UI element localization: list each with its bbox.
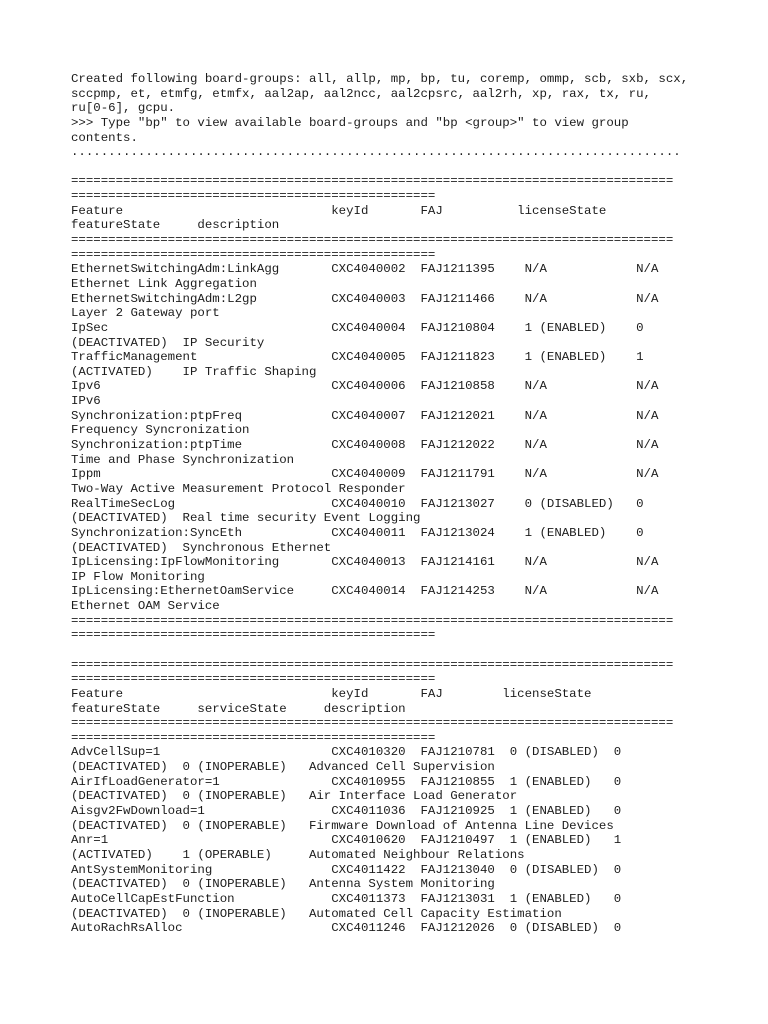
terminal-line: IpSec CXC4040004 FAJ1210804 1 (ENABLED) 0 [71,320,644,335]
terminal-line: Feature keyId FAJ licenseState [71,203,607,218]
terminal-line: ================================================= [71,628,436,643]
terminal-line: ================================================================================= [71,716,674,731]
terminal-line: (DEACTIVATED) Real time security Event Logging [71,511,421,526]
terminal-line: EthernetSwitchingAdm:LinkAgg CXC4040002 FAJ1211395 N/A N/A [71,262,659,277]
terminal-line: ru[0-6], gcpu. [71,101,176,116]
terminal-line: TrafficManagement CXC4040005 FAJ1211823 1 (ENABLED) 1 [71,350,644,365]
terminal-line: Synchronization:ptpFreq CXC4040007 FAJ1212021 N/A N/A [71,408,659,423]
terminal-line: (DEACTIVATED) 0 (INOPERABLE) Automated Cell Capacity Estimation [71,906,562,921]
terminal-line: contents. [71,130,138,145]
terminal-line: RealTimeSecLog CXC4040010 FAJ1213027 0 (DISABLED) 0 [71,496,644,511]
terminal-line: (DEACTIVATED) IP Security [71,335,265,350]
terminal-line: IPv6 [71,394,101,409]
terminal-line: Two-Way Active Measurement Protocol Responder [71,481,406,496]
terminal-line: ================================================================================= [71,174,674,189]
terminal-line: featureState serviceState description [71,701,406,716]
terminal-line: AutoRachRsAlloc CXC4011246 FAJ1212026 0 (DISABLED) 0 [71,921,622,936]
terminal-line: IpLicensing:EthernetOamService CXC4040014 FAJ1214253 N/A N/A [71,584,659,599]
terminal-line: ================================================================================= [71,233,674,248]
terminal-line: IP Flow Monitoring [71,569,205,584]
terminal-line: ================================================= [71,730,436,745]
terminal-line: AdvCellSup=1 CXC4010320 FAJ1210781 0 (DISABLED) 0 [71,745,622,760]
terminal-line: Layer 2 Gateway port [71,306,220,321]
terminal-line: (DEACTIVATED) 0 (INOPERABLE) Antenna System Monitoring [71,877,495,892]
terminal-line: EthernetSwitchingAdm:L2gp CXC4040003 FAJ1211466 N/A N/A [71,291,659,306]
terminal-line: Feature keyId FAJ licenseState [71,686,592,701]
terminal-line: (DEACTIVATED) 0 (INOPERABLE) Air Interface Load Generator [71,789,518,804]
terminal-line: Aisgv2FwDownload=1 CXC4011036 FAJ1210925 1 (ENABLED) 0 [71,804,622,819]
terminal-line: (ACTIVATED) IP Traffic Shaping [71,364,317,379]
terminal-line: ================================================================================= [71,613,674,628]
terminal-line: ================================================= [71,672,436,687]
terminal-line: (DEACTIVATED) 0 (INOPERABLE) Advanced Cell Supervision [71,760,495,775]
terminal-line: featureState description [71,218,280,233]
terminal-line: .................................................................................. [71,145,681,160]
terminal-line [71,160,761,175]
terminal-line: Time and Phase Synchronization [71,452,295,467]
terminal-line: (DEACTIVATED) Synchronous Ethernet [71,540,332,555]
terminal-line: Anr=1 CXC4010620 FAJ1210497 1 (ENABLED) 1 [71,833,622,848]
terminal-line: (ACTIVATED) 1 (OPERABLE) Automated Neighbour Relations [71,847,525,862]
terminal-line: Frequency Syncronization [71,423,250,438]
terminal-line: IpLicensing:IpFlowMonitoring CXC4040013 FAJ1214161 N/A N/A [71,555,659,570]
terminal-line: Ethernet Link Aggregation [71,276,257,291]
terminal-line: >>> Type "bp" to view available board-groups and "bp <group>" to view group [71,115,629,130]
terminal-output [71,72,761,936]
terminal-line [71,643,761,658]
terminal-line: Ipv6 CXC4040006 FAJ1210858 N/A N/A [71,379,659,394]
terminal-line: Created following board-groups: all, allp, mp, bp, tu, coremp, ommp, scb, sxb, scx, [71,72,689,86]
terminal-line: AirIfLoadGenerator=1 CXC4010955 FAJ1210855 1 (ENABLED) 0 [71,774,622,789]
terminal-line: ================================================= [71,247,436,262]
terminal-line: Ethernet OAM Service [71,599,220,614]
terminal-line: sccpmp, et, etmfg, etmfx, aal2ap, aal2ncc, aal2cpsrc, aal2rh, xp, rax, tx, ru, [71,86,651,101]
terminal-line: ================================================= [71,189,436,204]
terminal-line: (DEACTIVATED) 0 (INOPERABLE) Firmware Download of Antenna Line Devices [71,818,614,833]
terminal-line: ================================================================================= [71,657,674,672]
terminal-line: Synchronization:SyncEth CXC4040011 FAJ1213024 1 (ENABLED) 0 [71,525,644,540]
terminal-line: AntSystemMonitoring CXC4011422 FAJ1213040 0 (DISABLED) 0 [71,862,622,877]
terminal-line: Synchronization:ptpTime CXC4040008 FAJ1212022 N/A N/A [71,438,659,453]
terminal-line: Ippm CXC4040009 FAJ1211791 N/A N/A [71,467,659,482]
terminal-line: AutoCellCapEstFunction CXC4011373 FAJ1213031 1 (ENABLED) 0 [71,891,622,906]
